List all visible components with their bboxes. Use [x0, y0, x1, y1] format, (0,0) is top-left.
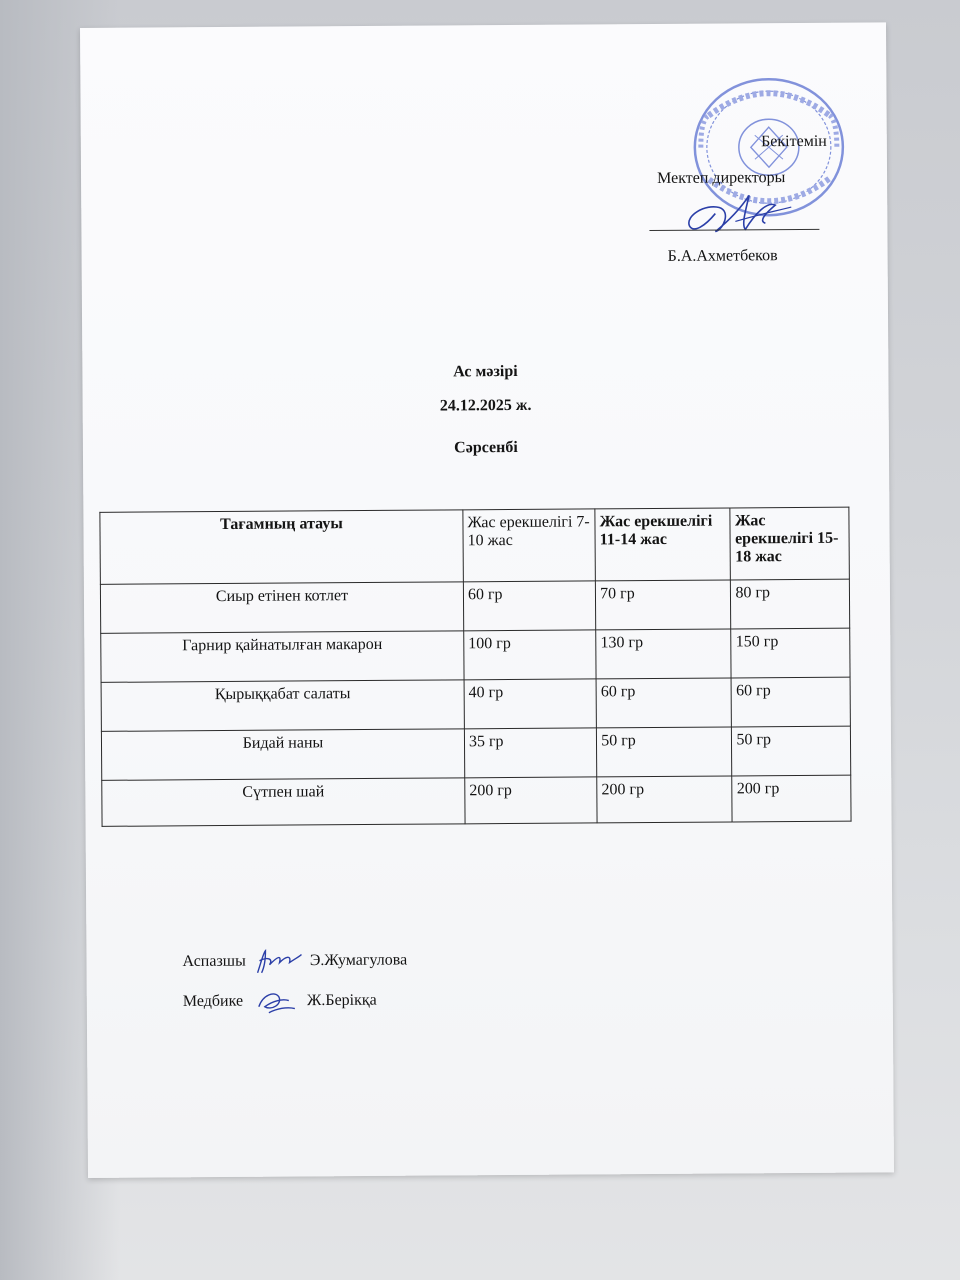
- nurse-signature-line: [183, 986, 377, 1017]
- portion-15-18: 60 гр: [732, 677, 851, 727]
- portion-11-14: 50 гр: [597, 727, 733, 777]
- menu-table: [99, 507, 851, 827]
- menu-document-sheet: [80, 22, 894, 1178]
- table-row: [101, 677, 850, 731]
- document-date: 24.12.2025 ж.: [439, 396, 532, 415]
- portion-11-14: 200 гр: [597, 776, 733, 823]
- portion-15-18: 200 гр: [732, 775, 851, 822]
- table-header-row: [100, 507, 849, 584]
- portion-7-10: 100 гр: [464, 630, 597, 680]
- dish-name: Сүтпен шай: [102, 778, 465, 827]
- cook-role: Аспазшы: [182, 952, 246, 970]
- cook-signature-line: [182, 946, 407, 978]
- portion-7-10: 35 гр: [464, 728, 597, 778]
- portion-15-18: 50 гр: [732, 726, 851, 776]
- portion-7-10: 40 гр: [464, 679, 597, 729]
- column-header-dish: Тағамның атауы: [100, 510, 463, 585]
- portion-15-18: 150 гр: [731, 628, 850, 678]
- nurse-signature: [249, 986, 301, 1016]
- portion-15-18: 80 гр: [731, 579, 850, 629]
- portion-7-10: 200 гр: [465, 777, 598, 824]
- portion-11-14: 130 гр: [596, 629, 732, 679]
- dish-name: Сиыр етінен котлет: [100, 582, 463, 634]
- portion-11-14: 60 гр: [596, 678, 732, 728]
- nurse-role: Медбике: [182, 992, 244, 1010]
- dish-name: Қырыққабат салаты: [101, 680, 464, 732]
- document-weekday: Сәрсенбі: [454, 438, 518, 457]
- table-row: [101, 726, 850, 780]
- portion-7-10: 60 гр: [463, 581, 596, 631]
- portion-11-14: 70 гр: [596, 580, 732, 630]
- cook-name: Э.Жумагулова: [309, 951, 408, 970]
- cook-signature: [252, 946, 304, 976]
- column-header-age-15-18: Жас ерекшелігі 15-18 жас: [730, 507, 849, 580]
- dish-name: Гарнир қайнатылған макарон: [101, 631, 464, 683]
- table-row: [101, 628, 850, 682]
- document-title: Ас мәзірі: [453, 362, 518, 381]
- approval-title: Бекітемін: [761, 132, 827, 151]
- approval-block: [648, 74, 879, 266]
- director-signature: [675, 185, 795, 242]
- nurse-name: Ж.Берікқа: [306, 991, 377, 1010]
- column-header-age-7-10: Жас ерекшелігі 7-10 жас: [463, 509, 596, 582]
- column-header-age-11-14: Жас ерекшелігі 11-14 жас: [595, 508, 731, 581]
- director-name: Б.А.Ахметбеков: [667, 247, 778, 265]
- approval-role: Мектеп директоры: [657, 169, 786, 187]
- dish-name: Бидай наны: [101, 729, 464, 781]
- table-row: [102, 775, 851, 826]
- table-row: [100, 579, 849, 633]
